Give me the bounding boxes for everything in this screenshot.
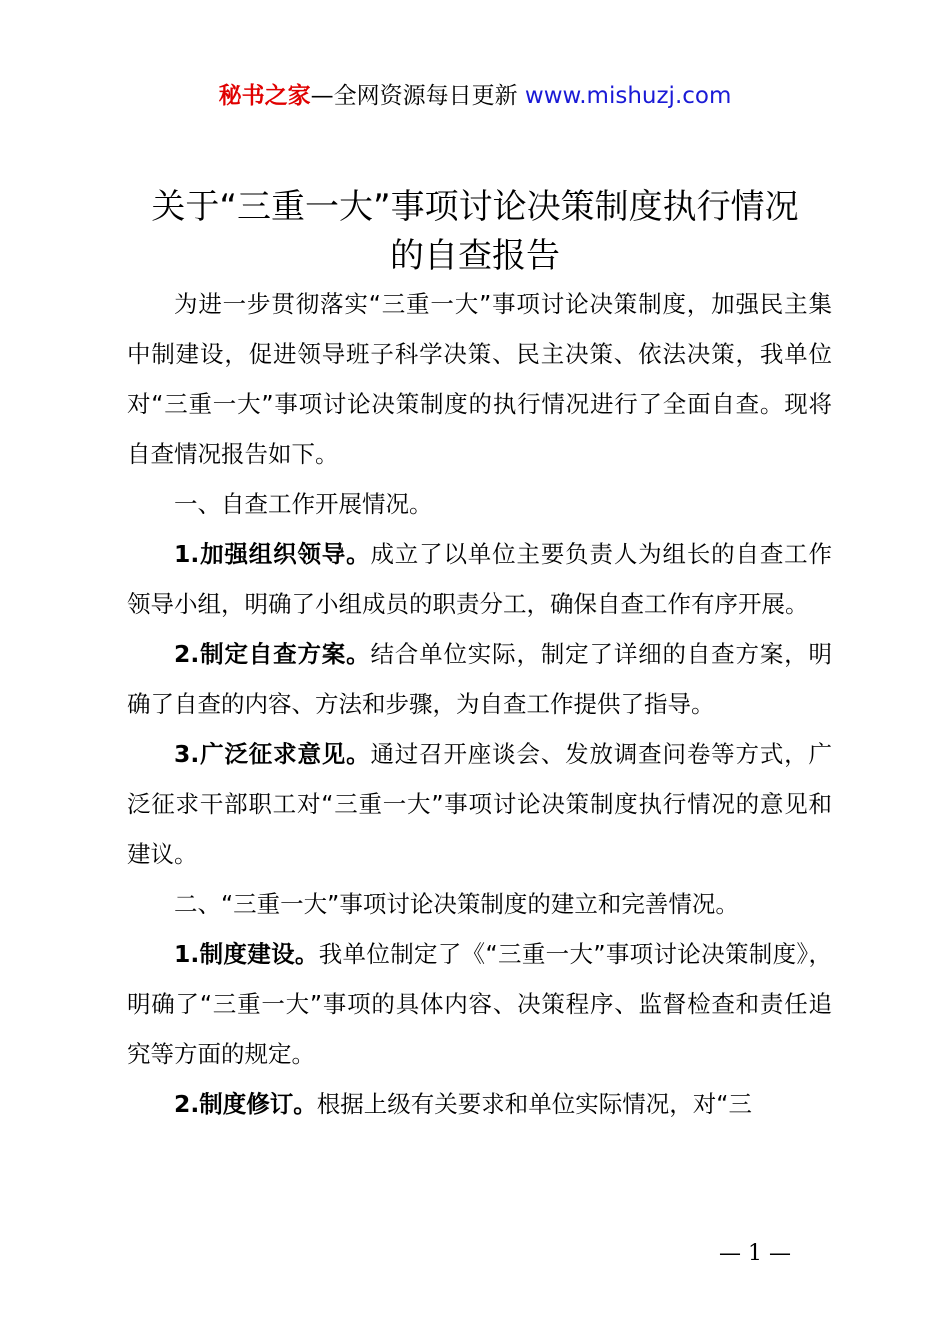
item-text: 通过召开座谈会、发放调查问卷等方式，广泛征求干部职工对“三重一大”事项讨论决策制度执行情况的意见和建议。 bbox=[127, 740, 833, 868]
section-heading-1: 一、自查工作开展情况。 bbox=[174, 490, 433, 518]
intro-paragraph: 为进一步贯彻落实“三重一大”事项讨论决策制度，加强民主集中制建设，促进领导班子科学决策、民主决策、依法决策，我单位对“三重一大”事项讨论决策制度的执行情况进行了全面自查。现将自查情况报告如下。 bbox=[127, 290, 832, 468]
title-line-1: 关于“三重一大”事项讨论决策制度执行情况 bbox=[151, 187, 799, 227]
item-text: 成立了以单位主要负责人为组长的自查工作领导小组，明确了小组成员的职责分工，确保自查工作有序开展。 bbox=[127, 540, 833, 618]
site-banner bbox=[0, 80, 950, 112]
item-lead: 1.制度建设。 bbox=[174, 940, 319, 968]
list-item bbox=[127, 929, 832, 1079]
item-lead: 2.制定自查方案。 bbox=[174, 640, 371, 668]
title-line-2: 的自查报告 bbox=[390, 236, 560, 276]
document-body bbox=[127, 279, 832, 1129]
item-lead: 1.加强组织领导。 bbox=[174, 540, 371, 568]
list-item bbox=[127, 1079, 832, 1129]
site-tagline: —全网资源每日更新 bbox=[310, 83, 525, 109]
item-text: 结合单位实际，制定了详细的自查方案，明确了自查的内容、方法和步骤，为自查工作提供了指导。 bbox=[127, 640, 833, 718]
list-item bbox=[127, 529, 832, 629]
item-text: 根据上级有关要求和单位实际情况，对“三 bbox=[316, 1090, 752, 1118]
section-heading-2: 二、“三重一大”事项讨论决策制度的建立和完善情况。 bbox=[174, 890, 739, 918]
item-text: 我单位制定了《“三重一大”事项讨论决策制度》，明确了“三重一大”事项的具体内容、决策程序、监督检查和责任追究等方面的规定。 bbox=[127, 940, 832, 1068]
site-brand: 秘书之家 bbox=[218, 83, 311, 109]
document-title bbox=[100, 183, 850, 281]
site-url-link[interactable]: www.mishuzj.com bbox=[524, 83, 732, 109]
list-item bbox=[127, 729, 832, 879]
page-number: — 1 — bbox=[719, 1241, 791, 1266]
item-lead: 2.制度修订。 bbox=[174, 1090, 317, 1118]
list-item bbox=[127, 629, 832, 729]
item-lead: 3.广泛征求意见。 bbox=[174, 740, 371, 768]
